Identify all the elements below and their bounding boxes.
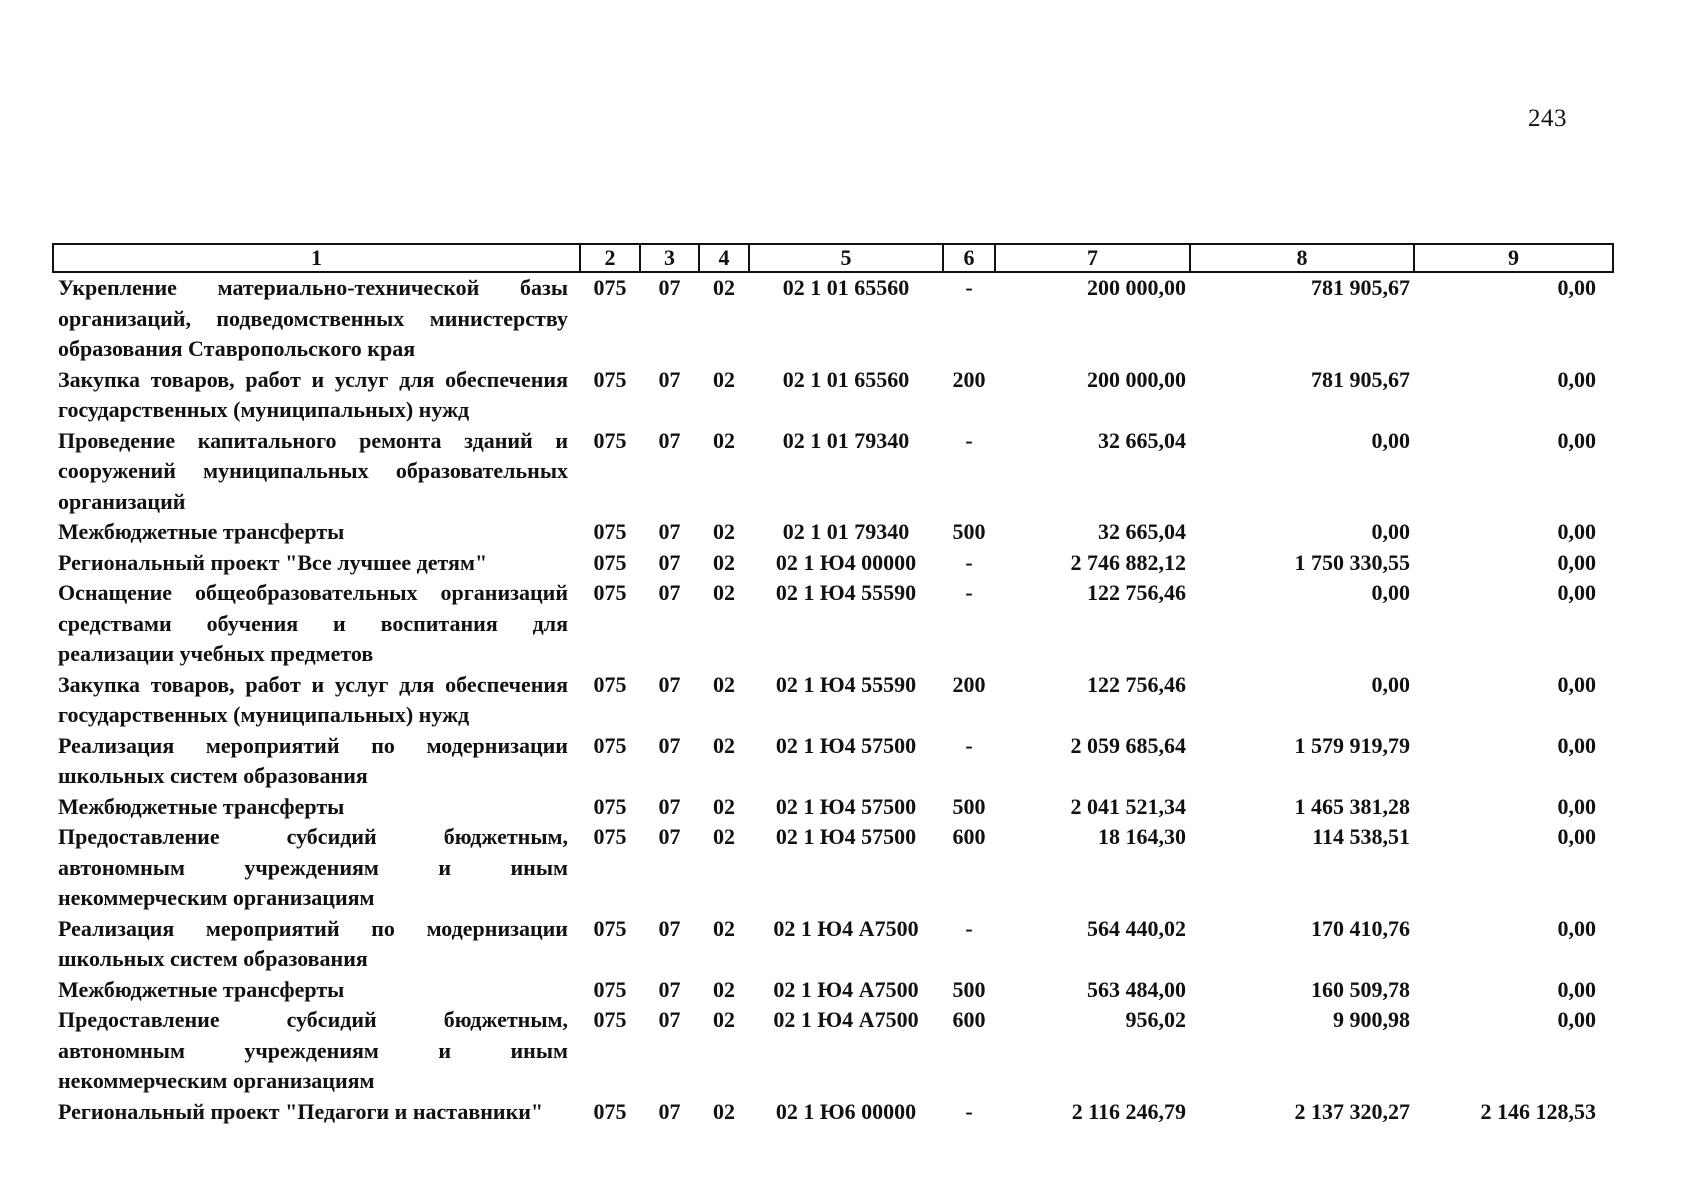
header-row: [53, 244, 1613, 272]
row-section-code: 07: [658, 976, 681, 1002]
row-amount-col9: 0,00: [1557, 824, 1596, 849]
row-grbs-code: 075: [593, 427, 627, 453]
row-section-code: 07: [658, 427, 681, 453]
row-expense-type: 600: [952, 1007, 986, 1032]
row-amount-col8: 1 579 919,79: [1294, 732, 1410, 758]
row-name: Реализация мероприятий по модернизации школьных систем образования: [58, 915, 568, 971]
table-row: [53, 914, 1613, 975]
row-target-article: 02 1 Ю6 00000: [775, 1098, 917, 1124]
header-cell-3: 3: [640, 244, 699, 272]
table-row: [53, 272, 1613, 365]
row-amount-col9: 0,00: [1557, 580, 1596, 605]
row-amount-col8: 781 905,67: [1311, 275, 1410, 300]
row-grbs-code: 075: [593, 366, 627, 392]
row-amount-col9: 0,00: [1557, 275, 1596, 300]
row-grbs-code: 075: [593, 1098, 627, 1124]
row-grbs-code: 075: [593, 671, 627, 697]
header-cell-1: 1: [53, 244, 580, 272]
row-subsection-code: 02: [713, 976, 735, 1002]
row-expense-type: -: [965, 915, 973, 941]
row-amount-col9: 0,00: [1557, 1007, 1596, 1032]
row-amount-col8: 9 900,98: [1333, 1007, 1410, 1032]
row-grbs-code: 075: [593, 519, 627, 544]
row-target-article: 02 1 Ю4 А7500: [773, 976, 919, 1002]
row-target-article: 02 1 Ю4 57500: [775, 732, 917, 758]
row-name: Закупка товаров, работ и услуг для обеспечения государственных (муниципальных) нужд: [58, 671, 568, 727]
row-subsection-code: 02: [713, 793, 735, 819]
row-section-code: 07: [658, 366, 681, 392]
header-cell-9: 9: [1414, 244, 1613, 272]
row-section-code: 07: [658, 824, 681, 849]
row-amount-col8: 0,00: [1371, 427, 1410, 453]
row-amount-col9: 0,00: [1557, 915, 1596, 941]
row-grbs-code: 075: [593, 824, 627, 849]
row-target-article: 02 1 Ю4 57500: [775, 824, 917, 849]
row-amount-col9: 0,00: [1557, 732, 1596, 758]
row-subsection-code: 02: [713, 366, 735, 392]
table-row: [53, 822, 1613, 914]
row-amount-col7: 2 116 246,79: [1071, 1098, 1186, 1124]
row-amount-col7: 956,02: [1125, 1007, 1186, 1032]
table-row: [53, 670, 1613, 731]
row-target-article: 02 1 01 79340: [782, 519, 910, 544]
row-name: Реализация мероприятий по модернизации школьных систем образования: [58, 732, 568, 788]
table-row: [53, 792, 1613, 823]
row-expense-type: -: [965, 1098, 973, 1124]
row-section-code: 07: [658, 1098, 681, 1124]
row-amount-col9: 0,00: [1557, 519, 1596, 544]
row-target-article: 02 1 01 79340: [782, 427, 910, 453]
row-name: Оснащение общеобразовательных организаций средствами обучения и воспитания для реализации учебных предметов: [58, 580, 568, 666]
row-target-article: 02 1 Ю4 57500: [775, 793, 917, 819]
row-section-code: 07: [658, 671, 681, 697]
row-amount-col7: 122 756,46: [1087, 671, 1186, 697]
row-amount-col7: 2 041 521,34: [1070, 793, 1186, 819]
row-target-article: 02 1 Ю4 55590: [775, 580, 917, 605]
row-expense-type: 500: [952, 519, 986, 544]
row-grbs-code: 075: [593, 732, 627, 758]
row-expense-type: -: [965, 580, 973, 605]
row-amount-col9: 0,00: [1557, 427, 1596, 453]
table-row: [53, 517, 1613, 548]
row-amount-col8: 1 750 330,55: [1294, 549, 1410, 575]
row-amount-col7: 563 484,00: [1087, 976, 1186, 1002]
row-target-article: 02 1 01 65560: [782, 366, 910, 392]
table-row: [53, 426, 1613, 518]
row-subsection-code: 02: [713, 549, 735, 575]
row-name: Региональный проект "Педагоги и наставники": [58, 1098, 544, 1124]
row-grbs-code: 075: [593, 549, 627, 575]
row-amount-col7: 200 000,00: [1087, 366, 1186, 392]
row-expense-type: -: [965, 549, 973, 575]
row-subsection-code: 02: [713, 427, 735, 453]
row-grbs-code: 075: [593, 1007, 627, 1032]
row-section-code: 07: [658, 793, 681, 819]
row-amount-col7: 32 665,04: [1098, 427, 1186, 453]
row-amount-col9: 0,00: [1557, 793, 1596, 819]
row-expense-type: 600: [952, 824, 986, 849]
table-row: [53, 731, 1613, 792]
row-expense-type: -: [965, 427, 973, 453]
row-section-code: 07: [658, 519, 681, 544]
row-name: Межбюджетные трансферты: [58, 976, 345, 1002]
row-amount-col9: 0,00: [1557, 366, 1596, 392]
row-section-code: 07: [658, 915, 681, 941]
row-subsection-code: 02: [713, 1098, 735, 1124]
header-cell-6: 6: [943, 244, 995, 272]
table-row: [53, 975, 1613, 1006]
row-target-article: 02 1 Ю4 А7500: [773, 1007, 919, 1032]
row-amount-col9: 2 146 128,53: [1480, 1098, 1596, 1124]
row-name: Предоставление субсидий бюджетным, автономным учреждениям и иным некоммерческим организациям: [58, 824, 568, 910]
row-name: Межбюджетные трансферты: [58, 793, 345, 819]
table-row: [53, 1097, 1613, 1128]
row-amount-col8: 114 538,51: [1312, 824, 1410, 849]
row-subsection-code: 02: [713, 671, 735, 697]
row-name: Межбюджетные трансферты: [58, 519, 345, 544]
table-row: [53, 548, 1613, 579]
header-cell-7: 7: [995, 244, 1190, 272]
row-expense-type: 500: [952, 976, 986, 1002]
table-row: [53, 1005, 1613, 1097]
row-subsection-code: 02: [713, 732, 735, 758]
row-target-article: 02 1 01 65560: [782, 275, 910, 300]
row-subsection-code: 02: [713, 580, 735, 605]
row-section-code: 07: [658, 1007, 681, 1032]
row-amount-col8: 2 137 320,27: [1294, 1098, 1410, 1124]
row-section-code: 07: [658, 732, 681, 758]
table-header: [53, 244, 1613, 272]
row-name: Закупка товаров, работ и услуг для обеспечения государственных (муниципальных) нужд: [58, 366, 568, 422]
row-name: Предоставление субсидий бюджетным, автономным учреждениям и иным некоммерческим организациям: [58, 1007, 568, 1093]
table-row: [53, 578, 1613, 670]
row-amount-col8: 781 905,67: [1311, 366, 1410, 392]
row-amount-col7: 200 000,00: [1087, 275, 1186, 300]
row-name: Региональный проект "Все лучшее детям": [58, 549, 488, 575]
row-section-code: 07: [658, 580, 681, 605]
row-amount-col9: 0,00: [1557, 976, 1596, 1002]
row-amount-col7: 564 440,02: [1087, 915, 1186, 941]
row-section-code: 07: [658, 549, 681, 575]
row-grbs-code: 075: [593, 976, 627, 1002]
row-target-article: 02 1 Ю4 55590: [775, 671, 917, 697]
row-name: Укрепление материально-технической базы организаций, подведомственных министерству образования Ставропольского края: [58, 275, 568, 361]
row-amount-col7: 2 746 882,12: [1070, 549, 1186, 575]
row-expense-type: -: [965, 732, 973, 758]
row-subsection-code: 02: [713, 275, 735, 300]
header-cell-4: 4: [699, 244, 749, 272]
row-subsection-code: 02: [713, 519, 735, 544]
header-cell-8: 8: [1190, 244, 1414, 272]
row-grbs-code: 075: [593, 915, 627, 941]
row-amount-col8: 1 465 381,28: [1294, 793, 1410, 819]
row-expense-type: 500: [952, 793, 986, 819]
row-amount-col7: 2 059 685,64: [1070, 732, 1186, 758]
row-target-article: 02 1 Ю4 А7500: [773, 915, 919, 941]
header-cell-5: 5: [749, 244, 943, 272]
row-section-code: 07: [658, 275, 681, 300]
row-amount-col8: 0,00: [1371, 671, 1410, 697]
row-amount-col8: 170 410,76: [1311, 915, 1410, 941]
row-amount-col9: 0,00: [1557, 549, 1596, 575]
row-amount-col8: 0,00: [1371, 580, 1410, 605]
row-subsection-code: 02: [713, 1007, 735, 1032]
row-subsection-code: 02: [713, 824, 735, 849]
row-amount-col7: 32 665,04: [1098, 519, 1186, 544]
row-amount-col7: 18 164,30: [1098, 824, 1186, 849]
budget-table-container: [52, 243, 1612, 1127]
row-name: Проведение капитального ремонта зданий и сооружений муниципальных образовательных организаций: [58, 427, 568, 514]
page-number: 243: [1528, 105, 1567, 132]
table-body: [53, 272, 1613, 1127]
row-amount-col8: 160 509,78: [1311, 976, 1410, 1002]
header-cell-2: 2: [580, 244, 640, 272]
row-grbs-code: 075: [593, 793, 627, 819]
row-expense-type: 200: [952, 671, 986, 697]
budget-table: [52, 243, 1614, 1127]
row-subsection-code: 02: [713, 915, 735, 941]
table-row: [53, 365, 1613, 426]
row-expense-type: -: [965, 275, 973, 300]
row-amount-col8: 0,00: [1371, 519, 1410, 544]
row-amount-col7: 122 756,46: [1087, 580, 1186, 605]
row-grbs-code: 075: [593, 580, 627, 605]
row-grbs-code: 075: [593, 275, 627, 300]
row-target-article: 02 1 Ю4 00000: [775, 549, 917, 575]
row-expense-type: 200: [952, 366, 986, 392]
row-amount-col9: 0,00: [1557, 671, 1596, 697]
